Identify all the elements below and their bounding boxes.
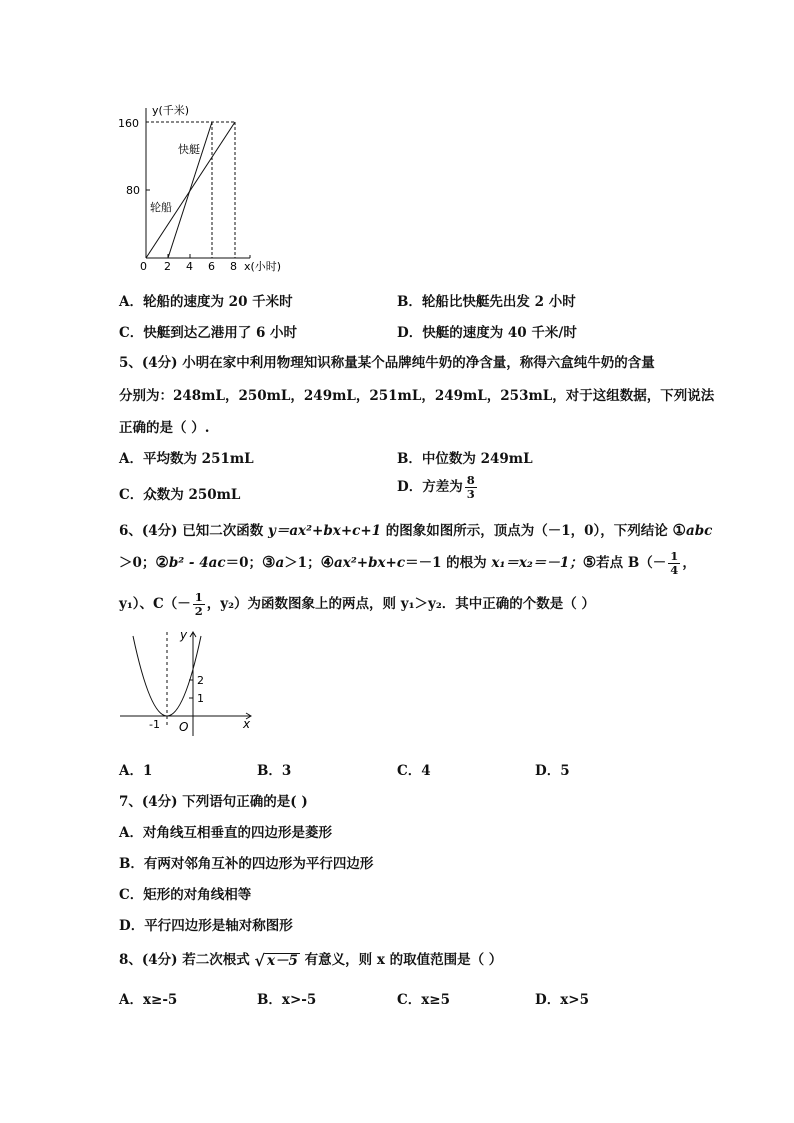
graph2-tick-2: 2 bbox=[197, 674, 204, 687]
parabola-graph bbox=[115, 628, 260, 738]
q8-stem bbox=[119, 948, 502, 969]
y-tick-160: 160 bbox=[118, 117, 139, 130]
q6-text-3a: y₁）、C（－ bbox=[119, 596, 191, 612]
q5-option-d-text: D．方差为 bbox=[397, 479, 463, 495]
q4-option-c: C．快艇到达乙港用了 6 小时 bbox=[119, 325, 298, 341]
q6-option-d: D．5 bbox=[535, 763, 570, 779]
q6-text-2n: ， bbox=[682, 555, 696, 571]
x-tick-4: 4 bbox=[186, 260, 193, 273]
q6-stem-line-2 bbox=[119, 550, 696, 577]
quarter-numerator: 1 bbox=[670, 549, 679, 563]
q8-option-a: A．x≥-5 bbox=[119, 992, 178, 1008]
x-tick-8: 8 bbox=[230, 260, 237, 273]
sqrt-expression bbox=[254, 950, 299, 970]
x-tick-2: 2 bbox=[164, 260, 171, 273]
q4-option-b: B．轮船比快艇先出发 2 小时 bbox=[397, 294, 576, 310]
graph2-x-label: x bbox=[243, 717, 251, 731]
half-denominator: 2 bbox=[194, 604, 203, 618]
graph2-y-label: y bbox=[180, 628, 188, 642]
q6-option-b: B．3 bbox=[257, 763, 292, 779]
q6-option-c: C．4 bbox=[397, 763, 431, 779]
variance-fraction bbox=[465, 474, 477, 501]
q6-text-1e: abc bbox=[685, 523, 713, 539]
q6-stem-line-1 bbox=[119, 519, 712, 539]
y-axis-label: y(千米) bbox=[152, 104, 190, 117]
q6-circle-4: ④ bbox=[320, 553, 335, 571]
q6-text-2a: ＞0； bbox=[119, 555, 156, 571]
variance-numerator: 8 bbox=[466, 473, 475, 487]
q6-text-2m: 若点 B（－ bbox=[596, 555, 667, 571]
q5-option-c: C．众数为 250mL bbox=[119, 487, 241, 503]
q6-fraction-half bbox=[193, 591, 205, 618]
q5-option-b: B．中位数为 249mL bbox=[397, 451, 533, 467]
q4-option-a: A．轮船的速度为 20 千米时 bbox=[119, 294, 293, 310]
half-numerator: 1 bbox=[194, 590, 203, 604]
q6-circle-5: ⑤ bbox=[582, 553, 597, 571]
q6-circle-3: ③ bbox=[261, 553, 276, 571]
graph2-tick-minus-1: -1 bbox=[149, 718, 160, 731]
q8-text-b: 有意义，则 x 的取值范围是（ ） bbox=[299, 952, 503, 968]
travel-graph bbox=[110, 100, 310, 280]
graph2-origin: O bbox=[179, 720, 189, 734]
radicand: x－5 bbox=[266, 952, 298, 969]
ship-label: 轮船 bbox=[150, 201, 172, 214]
q6-text-2g: ＞1； bbox=[284, 555, 321, 571]
q5-stem-line-2: 分别为：248mL，250mL，249mL，251mL，249mL，253mL，对于这组数据，下列说法 bbox=[119, 388, 715, 404]
q6-text-2f: a bbox=[275, 555, 285, 571]
q7-option-b: B．有两对邻角互补的四边形为平行四边形 bbox=[119, 856, 374, 872]
q6-text-2d: ＝0； bbox=[225, 555, 262, 571]
variance-denominator: 3 bbox=[466, 487, 475, 501]
q6-circle-1: ① bbox=[672, 521, 686, 539]
q6-text-3b: ，y₂）为函数图象上的两点，则 y₁＞y₂．其中正确的个数是（ ） bbox=[206, 596, 595, 612]
radical-sign: √ bbox=[254, 950, 265, 970]
q6-text-2j: ＝－1 的根为 bbox=[405, 555, 492, 571]
q6-equation: ax²+bx+c bbox=[334, 555, 406, 571]
q5-stem-line-3: 正确的是（ ）. bbox=[119, 420, 210, 436]
q7-option-d: D．平行四边形是轴对称图形 bbox=[119, 918, 293, 934]
q8-option-c: C．x≥5 bbox=[397, 992, 450, 1008]
fast-boat-label: 快艇 bbox=[178, 143, 200, 156]
q7-option-c: C．矩形的对角线相等 bbox=[119, 887, 252, 903]
quarter-denominator: 4 bbox=[670, 563, 679, 577]
q5-option-a: A．平均数为 251mL bbox=[119, 451, 254, 467]
q8-text-a: 8、(4分) 若二次根式 bbox=[119, 952, 255, 968]
x-axis-label: x(小时) bbox=[244, 260, 282, 273]
q6-circle-2: ② bbox=[155, 553, 169, 571]
q6-function: y＝ax²+bx+c+1 bbox=[267, 523, 382, 539]
q5-stem-line-1: 5、(4分) 小明在家中利用物理知识称量某个品牌纯牛奶的净含量，称得六盒纯牛奶的含量 bbox=[119, 355, 655, 371]
q6-discriminant: b² - 4ac bbox=[168, 555, 226, 571]
y-tick-80: 80 bbox=[126, 184, 140, 197]
q6-stem-line-3 bbox=[119, 591, 595, 618]
graph2-tick-1: 1 bbox=[197, 692, 204, 705]
q6-fraction-quarter bbox=[668, 550, 680, 577]
q4-option-d: D．快艇的速度为 40 千米/时 bbox=[397, 325, 577, 341]
q6-text-1c: 的图象如图所示，顶点为（－1，0），下列结论 bbox=[381, 523, 673, 539]
q8-option-d: D．x>5 bbox=[535, 992, 589, 1008]
q7-option-a: A．对角线互相垂直的四边形是菱形 bbox=[119, 825, 332, 841]
q6-roots: x₁＝x₂＝－1； bbox=[491, 555, 583, 571]
q5-option-d bbox=[397, 474, 479, 501]
q7-stem: 7、(4分) 下列语句正确的是( ) bbox=[119, 794, 308, 810]
x-tick-6: 6 bbox=[208, 260, 215, 273]
q6-text-1a: 6、(4分) 已知二次函数 bbox=[119, 523, 268, 539]
x-tick-0: 0 bbox=[140, 260, 147, 273]
q8-option-b: B．x>-5 bbox=[257, 992, 317, 1008]
q6-option-a: A．1 bbox=[119, 763, 153, 779]
